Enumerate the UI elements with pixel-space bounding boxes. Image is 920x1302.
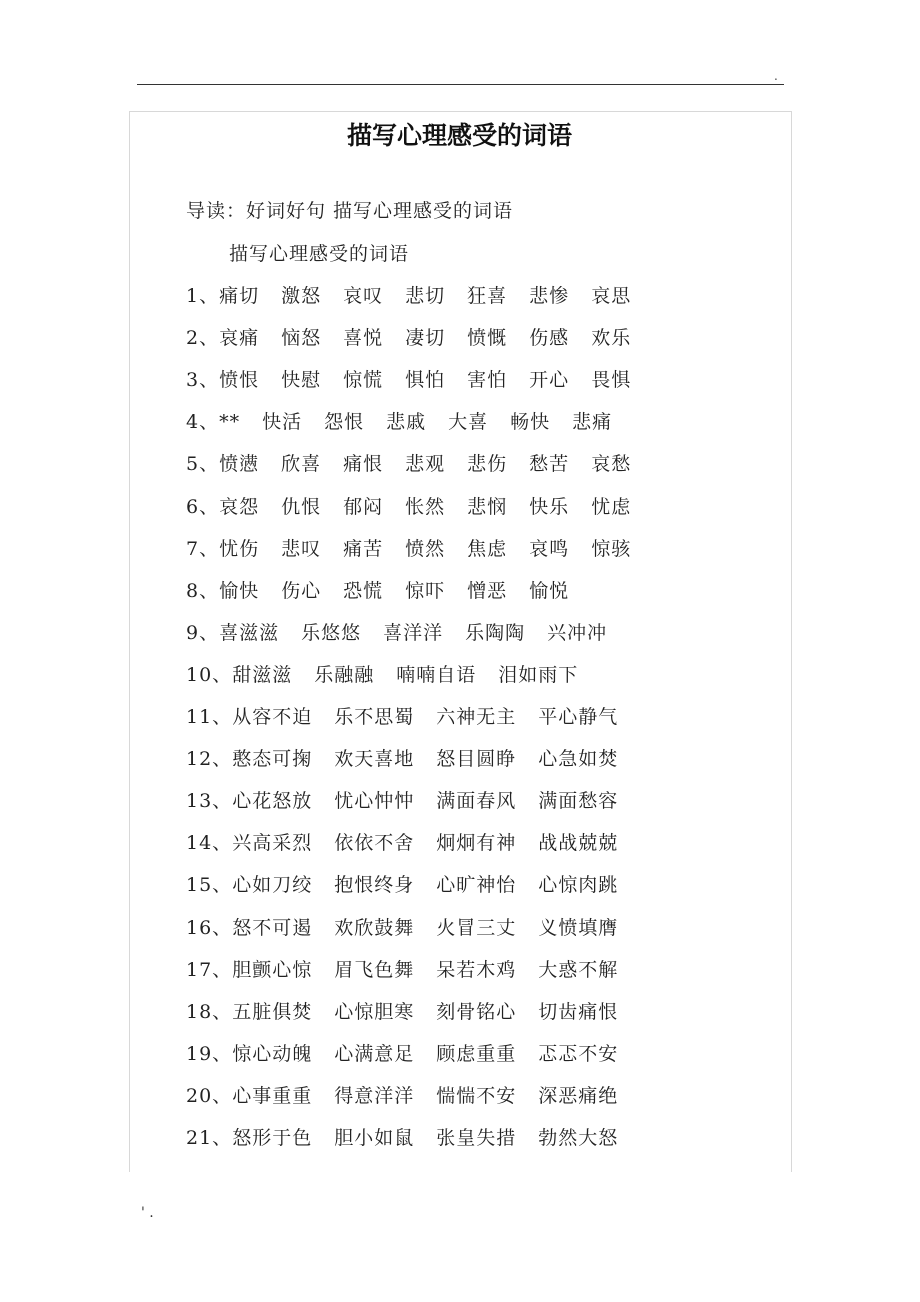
- word-item: 心旷神怡: [436, 874, 517, 897]
- word-item: 怨恨: [324, 411, 365, 434]
- line-number: 3、: [186, 369, 220, 392]
- word-item: 五脏俱焚: [232, 1000, 313, 1023]
- word-item: 痛苦: [343, 537, 384, 560]
- word-item: 怒不可遏: [232, 916, 313, 939]
- word-line: [186, 1040, 618, 1068]
- word-item: 欢乐: [591, 327, 632, 350]
- word-item: 哀愁: [591, 453, 632, 476]
- word-item: 乐悠悠: [301, 621, 362, 644]
- word-item: 战战兢兢: [538, 832, 619, 855]
- line-number: 11、: [186, 706, 233, 728]
- word-item: 喃喃自语: [396, 663, 477, 686]
- header-rule: [137, 84, 784, 85]
- word-item: 焦虑: [467, 537, 508, 560]
- word-item: 从容不迫: [232, 706, 313, 728]
- word-item: 愁苦: [529, 453, 570, 476]
- word-item: 惊骇: [591, 537, 632, 560]
- word-item: 心如刀绞: [232, 874, 313, 897]
- word-line: [186, 703, 618, 731]
- word-item: 惧怕: [405, 369, 446, 392]
- line-number: 15、: [186, 874, 233, 897]
- word-item: 忧虑: [591, 495, 632, 518]
- word-line: [186, 619, 607, 647]
- word-item: 畅快: [510, 411, 551, 434]
- word-item: 抱恨终身: [334, 874, 415, 897]
- word-item: 刻骨铭心: [436, 1000, 517, 1023]
- word-item: 心惊胆寒: [334, 1000, 415, 1023]
- word-item: 心花怒放: [232, 790, 313, 813]
- word-item: 惴惴不安: [436, 1084, 517, 1107]
- word-item: 大惑不解: [538, 958, 619, 981]
- word-item: 凄切: [405, 327, 446, 350]
- word-item: 义愤填膺: [538, 916, 619, 939]
- line-number: 19、: [186, 1042, 233, 1065]
- word-item: 深恶痛绝: [538, 1084, 619, 1107]
- word-item: 哀痛: [219, 327, 260, 350]
- word-item: 欣喜: [281, 453, 322, 476]
- word-item: **: [219, 411, 241, 434]
- word-line: [186, 450, 631, 478]
- line-number: 10、: [186, 663, 233, 686]
- word-item: 仇恨: [281, 495, 322, 518]
- word-item: 怒目圆睁: [436, 748, 517, 771]
- line-number: 6、: [186, 495, 220, 518]
- word-item: 哀叹: [343, 285, 384, 307]
- word-item: 欢欣鼓舞: [334, 916, 415, 939]
- word-item: 勃然大怒: [538, 1127, 619, 1149]
- line-number: 17、: [186, 958, 233, 981]
- word-item: 悲悯: [467, 495, 508, 518]
- word-line: [186, 661, 578, 689]
- word-line: [186, 366, 631, 394]
- word-item: 得意洋洋: [334, 1084, 415, 1107]
- word-item: 怒形于色: [232, 1127, 313, 1149]
- word-item: 切齿痛恨: [538, 1000, 619, 1023]
- word-item: 兴冲冲: [547, 621, 608, 644]
- word-item: 快乐: [529, 495, 570, 518]
- word-item: 惊慌: [343, 369, 384, 392]
- word-item: 郁闷: [343, 495, 384, 518]
- word-item: 泪如雨下: [498, 663, 579, 686]
- word-item: 欢天喜地: [334, 748, 415, 771]
- word-item: 伤感: [529, 327, 570, 350]
- word-item: 甜滋滋: [232, 663, 293, 686]
- word-item: 悲切: [405, 285, 446, 307]
- subtitle-line: 描写心理感受的词语: [229, 243, 410, 265]
- word-item: 乐不思蜀: [334, 706, 415, 728]
- word-item: 呆若木鸡: [436, 958, 517, 981]
- word-item: 愤慨: [467, 327, 508, 350]
- word-item: 心惊肉跳: [538, 874, 619, 897]
- word-line: [186, 1082, 618, 1110]
- word-item: 恐慌: [343, 579, 384, 602]
- word-line: [186, 914, 618, 942]
- word-item: 惊吓: [405, 579, 446, 602]
- line-number: 9、: [186, 621, 220, 644]
- word-item: 大喜: [448, 411, 489, 434]
- line-number: 20、: [186, 1084, 233, 1107]
- word-line: [186, 324, 631, 352]
- word-item: 痛切: [219, 285, 260, 307]
- word-item: 满面春风: [436, 790, 517, 813]
- word-item: 张皇失措: [436, 1127, 517, 1149]
- word-line: [186, 282, 631, 310]
- word-item: 惊心动魄: [232, 1042, 313, 1065]
- footer-mark: ' .: [141, 1205, 154, 1221]
- header-dot: .: [774, 69, 778, 83]
- word-item: 喜滋滋: [219, 621, 280, 644]
- line-number: 18、: [186, 1000, 233, 1023]
- word-item: 愤懑: [219, 453, 260, 476]
- word-item: 激怒: [281, 285, 322, 307]
- word-item: 喜洋洋: [383, 621, 444, 644]
- word-item: 愤然: [405, 537, 446, 560]
- word-item: 怅然: [405, 495, 446, 518]
- word-line: [186, 998, 618, 1026]
- word-item: 哀思: [591, 285, 632, 307]
- word-line: [186, 493, 631, 521]
- line-number: 7、: [186, 537, 220, 560]
- word-item: 害怕: [467, 369, 508, 392]
- line-number: 8、: [186, 579, 220, 602]
- word-item: 悲观: [405, 453, 446, 476]
- word-item: 心急如焚: [538, 748, 619, 771]
- word-item: 忧伤: [219, 537, 260, 560]
- word-item: 悲痛: [572, 411, 613, 434]
- word-line: [186, 408, 612, 436]
- word-item: 顾虑重重: [436, 1042, 517, 1065]
- word-item: 开心: [529, 369, 570, 392]
- word-item: 伤心: [281, 579, 322, 602]
- word-item: 乐陶陶: [465, 621, 526, 644]
- word-item: 忧心忡忡: [334, 790, 415, 813]
- line-number: 13、: [186, 790, 233, 813]
- word-item: 哀怨: [219, 495, 260, 518]
- word-item: 憨态可掬: [232, 748, 313, 771]
- word-item: 狂喜: [467, 285, 508, 307]
- word-item: 胆小如鼠: [334, 1127, 415, 1149]
- word-item: 悲惨: [529, 285, 570, 307]
- line-number: 12、: [186, 748, 233, 771]
- line-number: 5、: [186, 453, 220, 476]
- word-item: 快慰: [281, 369, 322, 392]
- word-item: 依依不舍: [334, 832, 415, 855]
- word-item: 悲伤: [467, 453, 508, 476]
- word-item: 兴高采烈: [232, 832, 313, 855]
- line-number: 14、: [186, 832, 233, 855]
- word-item: 平心静气: [538, 706, 619, 728]
- intro-line: 导读：好词好句 描写心理感受的词语: [186, 200, 514, 222]
- word-item: 悲叹: [281, 537, 322, 560]
- word-item: 忑忑不安: [538, 1042, 619, 1065]
- word-item: 心事重重: [232, 1084, 313, 1107]
- word-line: [186, 787, 618, 815]
- word-item: 快活: [262, 411, 303, 434]
- word-item: 心满意足: [334, 1042, 415, 1065]
- page-title: 描写心理感受的词语: [346, 121, 572, 150]
- word-item: 恼怒: [281, 327, 322, 350]
- word-item: 愉快: [219, 579, 260, 602]
- word-item: 乐融融: [314, 663, 375, 686]
- word-item: 畏惧: [591, 369, 632, 392]
- word-line: [186, 829, 618, 857]
- word-line: [186, 745, 618, 773]
- line-number: 2、: [186, 327, 220, 350]
- line-number: 16、: [186, 916, 233, 939]
- word-item: 痛恨: [343, 453, 384, 476]
- word-item: 眉飞色舞: [334, 958, 415, 981]
- word-line: [186, 871, 618, 899]
- word-line: [186, 956, 618, 984]
- word-item: 满面愁容: [538, 790, 619, 813]
- word-item: 六神无主: [436, 706, 517, 728]
- word-item: 愉悦: [529, 579, 570, 602]
- word-item: 火冒三丈: [436, 916, 517, 939]
- word-item: 悲戚: [386, 411, 427, 434]
- word-item: 哀鸣: [529, 537, 570, 560]
- line-number: 21、: [186, 1127, 233, 1149]
- word-item: 愤恨: [219, 369, 260, 392]
- word-item: 炯炯有神: [436, 832, 517, 855]
- word-item: 憎恶: [467, 579, 508, 602]
- word-item: 喜悦: [343, 327, 384, 350]
- word-line: [186, 1124, 618, 1152]
- word-line: [186, 577, 569, 605]
- line-number: 1、: [186, 285, 220, 307]
- line-number: 4、: [186, 411, 220, 434]
- word-line: [186, 535, 631, 563]
- word-item: 胆颤心惊: [232, 958, 313, 981]
